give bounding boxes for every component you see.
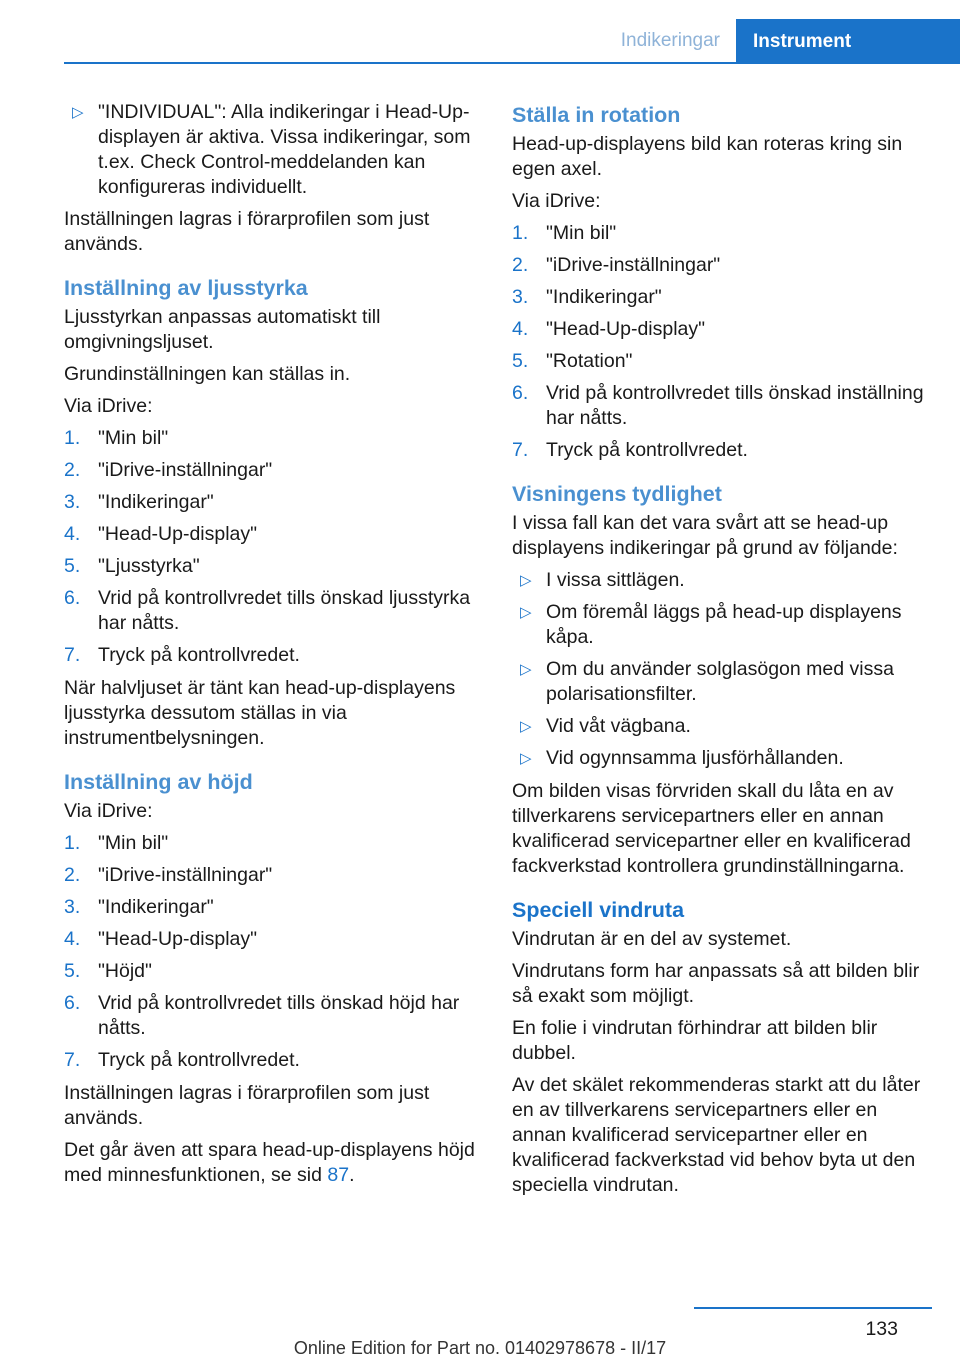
paragraph: Via iDrive: xyxy=(64,395,153,417)
steps-brightness xyxy=(64,426,482,668)
paragraph: Vindrutan är en del av systemet. xyxy=(512,928,792,950)
heading-windscreen: Speciell vindruta xyxy=(512,898,685,922)
triangle-bullet-icon: ▷ xyxy=(520,750,532,767)
paragraph: Av det skälet rekommenderas starkt att du låter en av tillverkarens servicepartners eller en annan kvalificerad servicepartner eller en kvalificerad fackverkstad vid behov byta ut den speciella vindrutan. xyxy=(512,1074,921,1196)
list-item: 6. Vrid på kontrollvredet tills önskad höjd har nåtts. xyxy=(64,992,460,1039)
paragraph: Ljusstyrkan anpassas automatiskt till omgivningsljuset. xyxy=(64,306,381,353)
list-item: 5. "Rotation" xyxy=(512,350,633,372)
paragraph: Grundinställningen kan ställas in. xyxy=(64,363,351,385)
triangle-bullet-icon: ▷ xyxy=(72,104,84,121)
footer-edition: Online Edition for Part no. 01402978678 - II/17 xyxy=(293,1338,667,1358)
list-item: 4. "Head-Up-display" xyxy=(64,928,258,950)
page-number: 133 xyxy=(865,1318,898,1340)
list-item: 3. "Indikeringar" xyxy=(512,286,662,308)
triangle-bullet-icon: ▷ xyxy=(520,718,532,735)
triangle-bullet-icon: ▷ xyxy=(520,604,532,621)
paragraph: Via iDrive: xyxy=(512,190,601,212)
bullet-item: ▷ Om du använder solglasögon med vissa polarisationsfilter. xyxy=(512,657,932,707)
list-item: 2. "iDrive-inställningar" xyxy=(64,864,273,886)
paragraph: Head-up-displayens bild kan roteras kring sin egen axel. xyxy=(512,133,903,180)
bullets-visibility xyxy=(512,568,932,771)
list-item: 6. Vrid på kontrollvredet tills önskad inställning har nåtts. xyxy=(512,382,924,429)
triangle-bullet-icon: ▷ xyxy=(520,661,532,678)
list-item: 5. "Ljusstyrka" xyxy=(64,555,200,577)
bullet-item: ▷ I vissa sittlägen. xyxy=(512,568,932,593)
list-item: 3. "Indikeringar" xyxy=(64,491,214,513)
bullet-item: ▷ "INDIVIDUAL": Alla indikeringar i Head-Up-displayen är aktiva. Vissa indikeringar, som t.ex. Check Control-meddelanden kan konfigureras individuellt. xyxy=(64,100,482,200)
list-item: 1. "Min bil" xyxy=(512,222,617,244)
list-item: 2. "iDrive-inställningar" xyxy=(512,254,721,276)
triangle-bullet-icon: ▷ xyxy=(520,572,532,589)
header-rule xyxy=(64,62,960,64)
left-column xyxy=(64,100,482,1195)
heading-rotation: Ställa in rotation xyxy=(512,103,681,127)
right-column xyxy=(512,100,932,1205)
list-item: 1. "Min bil" xyxy=(64,832,169,854)
page-reference-link[interactable]: 87 xyxy=(327,1164,350,1186)
bullet-item: ▷ Vid våt vägbana. xyxy=(512,714,932,739)
list-item: 1. "Min bil" xyxy=(64,427,169,449)
list-item: 4. "Head-Up-display" xyxy=(64,523,258,545)
paragraph: Det går även att spara head-up-displayens höjd med minnesfunktionen, se sid 87. xyxy=(64,1139,475,1186)
list-item: 6. Vrid på kontrollvredet tills önskad ljusstyrka har nåtts. xyxy=(64,587,471,634)
header-section-title: Indikeringar xyxy=(620,30,720,51)
paragraph: I vissa fall kan det vara svårt att se head-up displayens indikeringar på grund av följande: xyxy=(512,512,898,559)
paragraph: Om bilden visas förvriden skall du låta en av tillverkarens servicepartners eller en annan kvalificerad servicepartner eller en kvalificerad fackverkstad kontrollera grundinställningarna. xyxy=(512,780,911,877)
bullet-item: ▷ Om föremål läggs på head-up displayens kåpa. xyxy=(512,600,932,650)
list-item: 5. "Höjd" xyxy=(64,960,152,982)
list-item: 7. Tryck på kontrollvredet. xyxy=(64,1049,300,1071)
list-item: 4. "Head-Up-display" xyxy=(512,318,706,340)
paragraph: När halvljuset är tänt kan head-up-displayens ljusstyrka dessutom ställas in via instrumentbelysningen. xyxy=(64,677,456,749)
steps-rotation xyxy=(512,221,932,463)
header-chapter-tab: Instrument xyxy=(736,19,960,64)
paragraph: Vindrutans form har anpassats så att bilden blir så exakt som möjligt. xyxy=(512,960,920,1007)
list-item: 7. Tryck på kontrollvredet. xyxy=(64,644,300,666)
paragraph: Inställningen lagras i förarprofilen som just används. xyxy=(64,208,430,255)
list-item: 3. "Indikeringar" xyxy=(64,896,214,918)
paragraph: Via iDrive: xyxy=(64,800,153,822)
heading-visibility: Visningens tydlighet xyxy=(512,482,722,506)
paragraph: Inställningen lagras i förarprofilen som just används. xyxy=(64,1082,430,1129)
heading-height: Inställning av höjd xyxy=(64,770,253,794)
paragraph: En folie i vindrutan förhindrar att bilden blir dubbel. xyxy=(512,1017,878,1064)
bullet-item: ▷ Vid ogynnsamma ljusförhållanden. xyxy=(512,746,932,771)
footer-rule xyxy=(694,1307,932,1309)
list-item: 7. Tryck på kontrollvredet. xyxy=(512,439,748,461)
steps-height xyxy=(64,831,482,1073)
list-item: 2. "iDrive-inställningar" xyxy=(64,459,273,481)
heading-brightness: Inställning av ljusstyrka xyxy=(64,276,308,300)
